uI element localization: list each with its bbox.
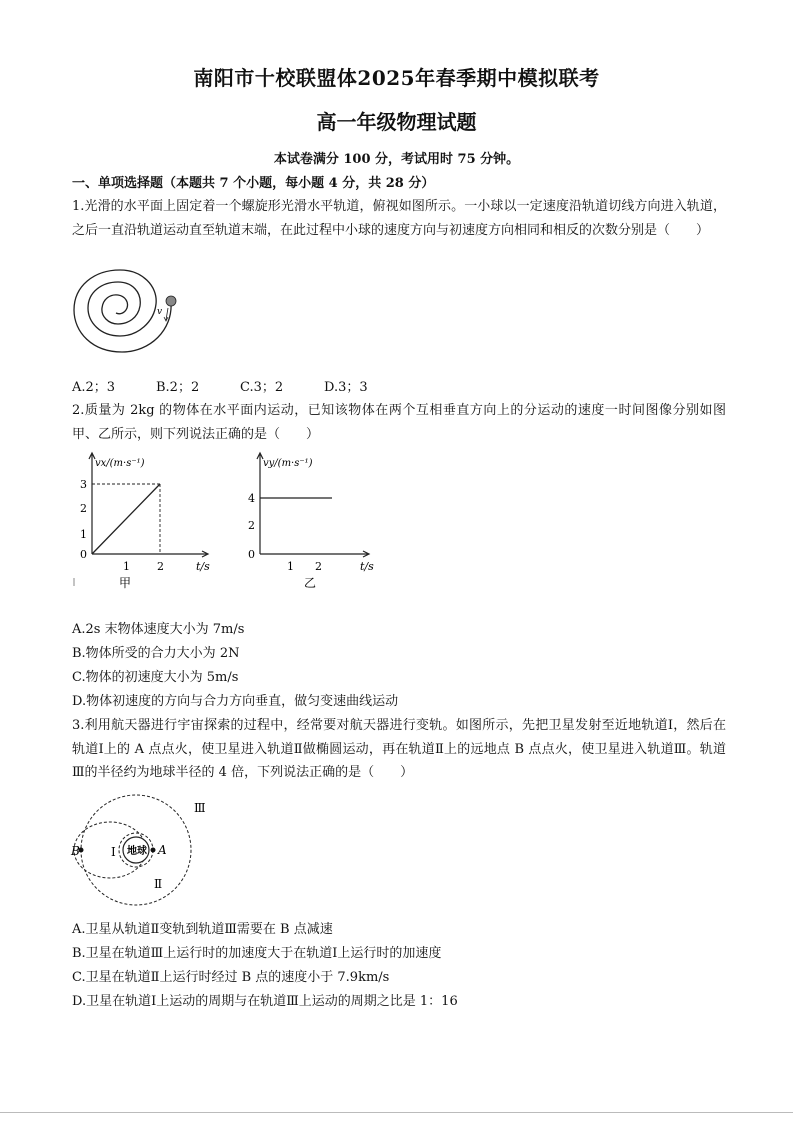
q3-option-d: D.卫星在轨道Ⅰ上运动的周期与在轨道Ⅲ上运动的周期之比是 1：16 — [72, 994, 458, 1009]
y-tick-2: 2 — [80, 502, 87, 515]
velocity-label: v — [157, 307, 163, 317]
question-2-stem: 2.质量为 2kg 的物体在水平面内运动，已知该物体在两个互相垂直方向上的分运动的速度一时间图像分别如图甲、乙所示，则下列说法正确的是（ ） — [72, 403, 726, 442]
q2-option-c: C.物体的初速度大小为 5m/s — [72, 670, 239, 685]
exam-title: 南阳市十校联盟体2025年春季期中模拟联考 — [193, 66, 600, 90]
graph-yi — [240, 450, 390, 590]
x-axis-label: t/s — [196, 560, 210, 573]
q3-option-b: B.卫星在轨道Ⅲ上运行时的加速度大于在轨道Ⅰ上运行时的加速度 — [72, 946, 442, 961]
orbit-3-label: Ⅲ — [194, 801, 206, 815]
y-tick-3: 3 — [80, 478, 87, 491]
orbit-figure — [70, 790, 220, 910]
graph-caption: 甲 — [119, 576, 132, 590]
x-axis-label: t/s — [360, 560, 374, 573]
exam-subtitle: 高一年级物理试题 — [316, 110, 477, 134]
page-bottom-divider — [0, 1112, 793, 1113]
graph-jia — [72, 450, 222, 590]
ball — [166, 296, 176, 306]
question-1-options — [72, 376, 368, 395]
y-axis-label: vy/(m·s⁻¹) — [263, 458, 313, 469]
q1-option-c: C.3；2 — [240, 380, 284, 395]
graph-caption: 乙 — [304, 576, 317, 590]
x-tick-1: 1 — [123, 560, 130, 573]
y-tick-2: 2 — [248, 519, 255, 532]
earth-label: 地球 — [127, 846, 147, 857]
point-b-label: B — [71, 844, 80, 858]
y-tick-0: 0 — [80, 548, 87, 561]
y-tick-1: 1 — [80, 528, 87, 541]
y-tick-4: 4 — [248, 492, 255, 505]
x-tick-2: 2 — [157, 560, 164, 573]
q1-option-d: D.3；3 — [324, 380, 368, 395]
q2-option-a: A.2s 末物体速度大小为 7m/s — [72, 622, 245, 637]
q3-option-a: A.卫星从轨道Ⅱ变轨到轨道Ⅲ需要在 B 点减速 — [72, 922, 333, 937]
x-tick-1: 1 — [287, 560, 294, 573]
orbit-1-label: Ⅰ — [111, 845, 116, 859]
point-a — [151, 848, 156, 853]
point-a-label: A — [158, 843, 167, 857]
q2-option-d: D.物体初速度的方向与合力方向垂直，做匀变速曲线运动 — [72, 694, 399, 709]
y-tick-0: 0 — [248, 548, 255, 561]
q1-option-b: B.2；2 — [156, 380, 200, 395]
spiral-track-figure — [72, 268, 192, 358]
q1-option-a: A.2；3 — [72, 380, 116, 395]
orbit-2-label: Ⅱ — [154, 877, 163, 891]
vx-line — [92, 484, 160, 554]
section-heading: 一、单项选择题（本题共 7 个小题，每小题 4 分，共 28 分） — [72, 176, 435, 191]
x-tick-2: 2 — [315, 560, 322, 573]
exam-note: 本试卷满分 100 分，考试用时 75 分钟。 — [273, 152, 520, 167]
y-axis-label: vx/(m·s⁻¹) — [95, 458, 145, 469]
q2-option-b: B.物体所受的合力大小为 2N — [72, 646, 240, 661]
question-1-stem: 1.光滑的水平面上固定着一个螺旋形光滑水平轨道，俯视如图所示。一小球以一定速度沿轨道切线方向进入轨道，之后一直沿轨道运动直至轨道末端，在此过程中小球的速度方向与初速度方向相同和相反的次数分别是（ ） — [72, 199, 726, 238]
question-3-stem: 3.利用航天器进行宇宙探索的过程中，经常要对航天器进行变轨。如图所示，先把卫星发射至近地轨道Ⅰ，然后在轨道Ⅰ上的 A 点点火，使卫星进入轨道Ⅱ做椭圆运动，再在轨道Ⅱ上的远地点 B 点点火，使卫星进入轨道Ⅲ。轨道Ⅲ的半径约为地球半径的 4 倍，下列说法正确的是（ ） — [72, 718, 726, 780]
q3-option-c: C.卫星在轨道Ⅱ上运行时经过 B 点的速度小于 7.9km/s — [72, 970, 390, 985]
